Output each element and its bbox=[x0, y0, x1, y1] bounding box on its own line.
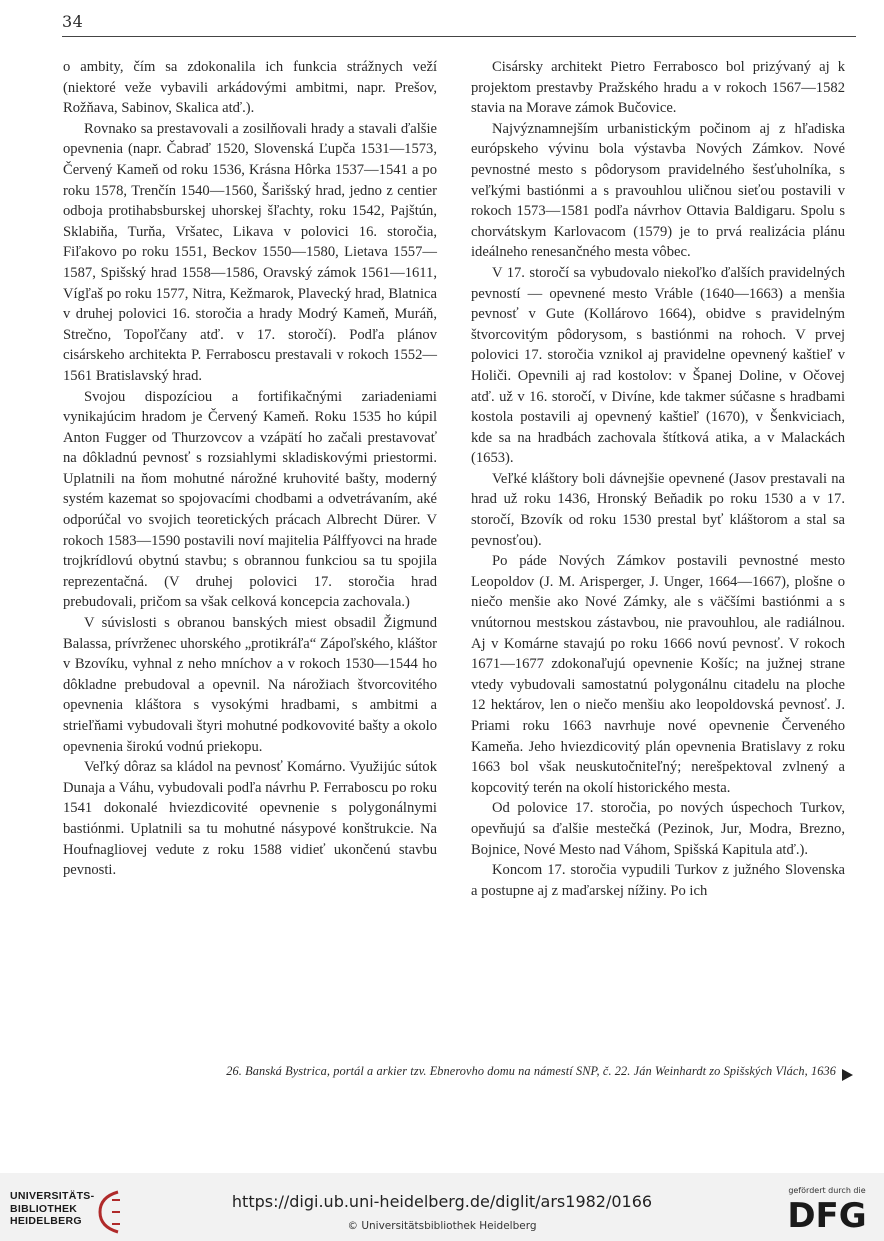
right-paragraph-1: Cisársky architekt Pietro Ferrabosco bol prizývaný aj k projektom prestavby Pražského hradu a v rokoch 1567—1582 stavia na Morave zámok Bučovice. bbox=[471, 59, 845, 117]
dfg-logo bbox=[785, 1197, 869, 1231]
right-column bbox=[471, 57, 845, 901]
right-paragraph-6: Od polovice 17. storočia, po nových úspechoch Turkov, opevňujú sa ďalšie mestečká (Pezinok, Jur, Modra, Brezno, Bojnice, Nové Mesto nad Váhom, Spišská Kapitula atď.). bbox=[471, 800, 845, 858]
dfg-sponsor-block[interactable] bbox=[782, 1186, 872, 1231]
left-paragraph-5: Veľký dôraz sa kládol na pevnosť Komárno. Využijúc sútok Dunaja a Váhu, vybudovali podľa návrhu P. Ferraboscu po roku 1541 dokonalé hviezdicovité opevnenie s polygonálnymi bastiónmi. Uplatnili sa tu mohutné násypové konštrukcie. Na Houfnagliovej vedute z roku 1588 vidieť ukončenú stavbu pevnosti. bbox=[63, 759, 437, 879]
library-logo-text: UNIVERSITÄTS- BIBLIOTHEK HEIDELBERG bbox=[10, 1190, 95, 1227]
caption-arrow-icon bbox=[842, 1069, 853, 1081]
left-paragraph-4: V súvislosti s obranou banských miest obsadil Žigmund Balassa, prívrženec uhorského „protikráľa“ Zápoľského, kláštor v Bzovíku, vyhnal z neho mníchov a v rokoch 1530—1544 ho dôkladne prebudoval a opevnil. Na nárožiach štvorcovitého opevnenia kláštora s vysokými hradbami, s ambitmi a strieľňami vybudovali štyri mohutné podkovovité bašty a okolo opevnenia širokú vodnú priekopu. bbox=[63, 615, 437, 755]
right-paragraph-4: Veľké kláštory boli dávnejšie opevnené (Jasov prestavali na hrad už roku 1436, Hronský Beňadik po roku 1530 a v 17. storočí, Bzovík od roku 1530 prestal byť kláštorom a stal sa pevnosťou). bbox=[471, 470, 845, 549]
source-url-link[interactable]: https://digi.ub.uni-heidelberg.de/diglit/ars1982/0166 bbox=[231, 1192, 653, 1211]
right-paragraph-5: Po páde Nových Zámkov postavili pevnostné mesto Leopoldov (J. M. Arisperger, J. Unger, 1664—1667), plošne o niečo menšie ako Nové Zámky, ale s väčšími bastiónmi a s vnútornou mestskou zástavbou, nie pravouhlou, ale radiálnou. Aj v Komárne stavajú po roku 1666 novú pevnosť. V rokoch 1671—1677 zdokonaľujú opevnenie Košíc; na južnej strane vtedy vybudovali samostatnú polygonálnu citadelu na ploche 12 hektárov, len o niečo menšiu ako leopoldovská pevnosť. J. Priami roku 1663 navrhuje nové opevnenie Červeného Kameňa. Jeho hviezdicovitý plán opevnenia Bratislavy z roku 1663 bol však neuskutočniteľný; nerešpektoval zvlnený a kopcovitý terén na okolí historického mesta. bbox=[471, 553, 845, 796]
sponsor-label: gefördert durch die bbox=[788, 1186, 866, 1195]
right-paragraph-7: Koncom 17. storočia vypudili Turkov z južného Slovenska a postupne aj z maďarskej nížiny. Po ich bbox=[471, 862, 845, 899]
header-rule bbox=[62, 36, 856, 37]
left-column bbox=[63, 57, 437, 881]
copyright-notice: © Universitätsbibliothek Heidelberg bbox=[347, 1220, 537, 1232]
figure-caption: 26. Banská Bystrica, portál a arkier tzv. Ebnerovho domu na námestí SNP, č. 22. Ján Weinhardt zo Spišských Vlách, 1636 bbox=[226, 1064, 836, 1078]
right-paragraph-3: V 17. storočí sa vybudovalo niekoľko ďalších pravidelných pevností — opevnené mesto Vráble (1640—1663) a menšia pevnosť v Gute (Kollárovo 1664), obidve s pravidelným štvorcovitým pôdorysom, s bastiónmi na rohoch. V prvej polovici 17. storočia vznikol aj pravidelne opevnený kaštieľ v Holiči. Opevnili aj rad kostolov: v Španej Doline, v Očovej atď. už v 16. storočí, v Divíne, kde takmer súčasne s hradbami kostola postavili aj opevnený kaštieľ (1670), v Šenkviciach, kde sa na hradbách zachovala štítková atika, a v Malackách (1653). bbox=[471, 264, 845, 467]
dfg-logo-text: DFG bbox=[787, 1197, 867, 1231]
right-paragraph-2: Najvýznamnejším urbanistickým počinom aj z hľadiska európskeho vývinu bola výstavba Nových Zámkov. Nové pevnostné mesto s pôdorysom pravidelného šesťuholníka, s veľkými bastiónmi a s pravouhlou uličnou sieťou postavili v rokoch 1573—1581 podľa návrhov Ottavia Baldigaru. Spolu s chorvátskym Karlovacom (1579) je to prvá realizácia plánu ideálneho renesančného mesta vôbec. bbox=[471, 120, 845, 261]
page-number: 34 bbox=[62, 12, 84, 31]
left-paragraph-3: Svojou dispozíciou a fortifikačnými zariadeniami vynikajúcim hradom je Červený Kameň. Roku 1535 ho kúpil Anton Fugger od Thurzovcov a vzápätí ho začali prestavovať na dôkladnú pevnosť s rozsiahlymi skladiskovými priestormi. Uplatnili na ňom mohutné nárožné kruhovité bašty, moderný systém kazemat so spojovacími chodbami a odvetrávaním, aké odporúčal vo svojich teoretických prácach Albrecht Dürer. V rokoch 1583—1590 postavili noví majitelia Pálffyovci na hrade trojkrídlovú obytnú stavbu; s obrannou funkciou sa tu spojila reprezentačná. (V druhej polovici 17. storočia hrad prebudovali, pričom sa však celková koncepcia zachovala.) bbox=[63, 388, 437, 611]
left-paragraph-2: Rovnako sa prestavovali a zosilňovali hrady a stavali ďalšie opevnenia (napr. Čabraď 1520, Slovenská Ľupča 1531—1573, Červený Kameň od roku 1536, Krásna Hôrka 1537—1541 a po roku 1578, Trenčín 1540—1560, Šarišský hrad, jedno z centier odboja protihabsburskej uhorskej šľachty, roku 1542, Pajštún, Sklabiňa, Turňa, Vršatec, Likava v polovici 16. storočia, Fiľakovo po roku 1551, Beckov 1550—1580, Lietava 1557—1587, Spišský hrad 1558—1586, Oravský zámok 1561—1611, Vígľaš po roku 1577, Nitra, Kežmarok, Plavecký hrad, Blatnica v druhej polovici 16. storočia a hrady Modrý Kameň, Muráň, Strečno, Topoľčany atď. v 17. storočí). Podľa plánov cisárskeho architekta P. Ferraboscu prestavali v rokoch 1552—1561 Bratislavský hrad. bbox=[63, 120, 437, 384]
left-paragraph-1: o ambity, čím sa zdokonalila ich funkcia strážnych veží (niektoré veže vybavili arkádovými ambitmi, napr. Prešov, Rožňava, Sabinov, Skalica atď.). bbox=[63, 59, 437, 117]
